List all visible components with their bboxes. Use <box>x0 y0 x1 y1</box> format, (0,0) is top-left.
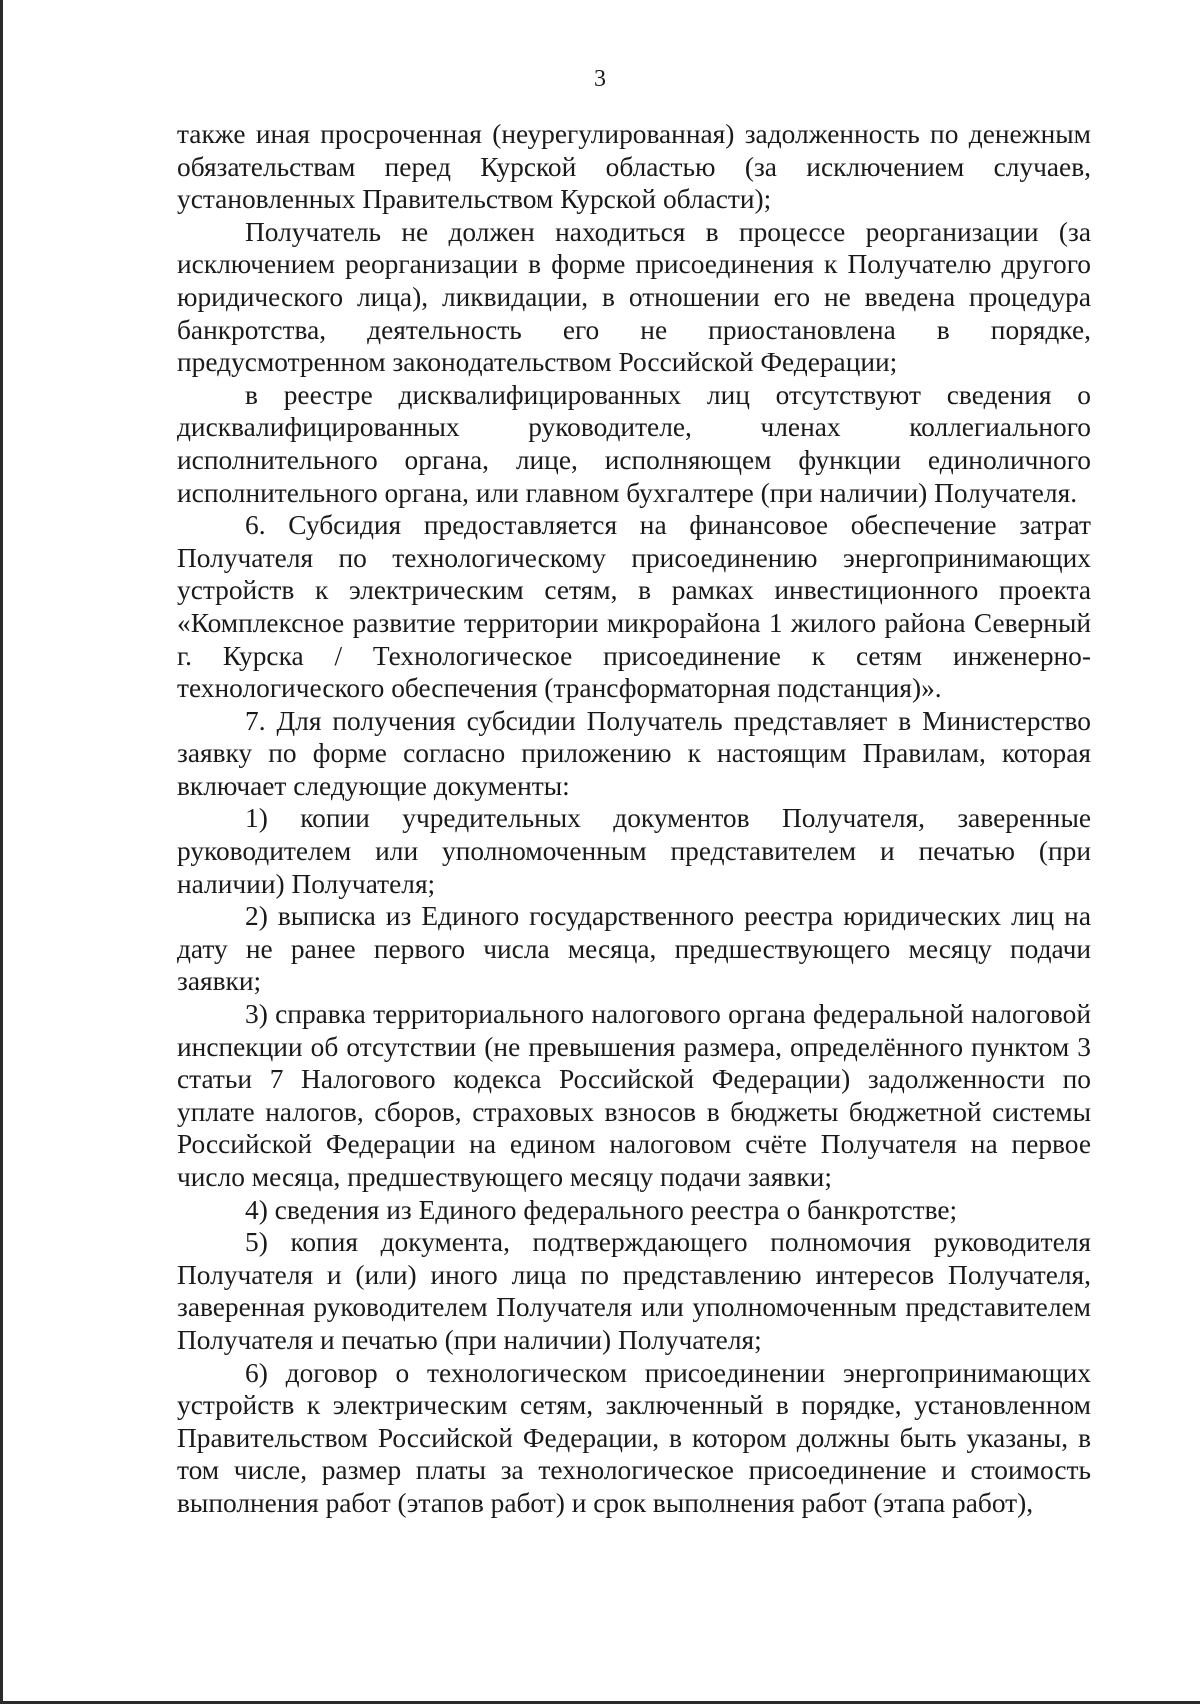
paragraph-doc-5: 5) копия документа, подтверждающего полномочия руководителя Получателя и (или) иного лица по представлению интересов Получателя, заверенная руководителем Получателя или уполномоченным представителем Получателя и печатью (при наличии) Получателя; <box>177 1227 1091 1355</box>
paragraph-doc-3: 3) справка территориального налогового органа федеральной налоговой инспекции об отсутствии (не превышения размера, определённого пунктом 3 статьи 7 Налогового кодекса Российской Федерации) задолженности по уплате налогов, сборов, страховых взносов в бюджеты бюджетной системы Российской Федерации на едином налоговом счёте Получателя на первое число месяца, предшествующего месяцу подачи заявки; <box>177 999 1091 1192</box>
document-body <box>177 118 1091 1520</box>
paragraph-item-7: 7. Для получения субсидии Получатель представляет в Министерство заявку по форме согласно приложению к настоящим Правилам, которая включает следующие документы: <box>177 705 1091 801</box>
paragraph-continuation: также иная просроченная (неурегулированная) задолженность по денежным обязательствам перед Курской областью (за исключением случаев, установленных Правительством Курской области); <box>177 119 1091 215</box>
paragraph-disqualified-registry: в реестре дисквалифицированных лиц отсутствуют сведения о дисквалифицированных руководителе, членах коллегиального исполнительного органа, лице, исполняющем функции единоличного исполнительного органа, или главном бухгалтере (при наличии) Получателя. <box>177 379 1091 508</box>
paragraph-reorganization: Получатель не должен находиться в процессе реорганизации (за исключением реорганизации в форме присоединения к Получателю другого юридического лица), ликвидации, в отношении его не введена процедура банкротства, деятельность его не приостановлена в порядке, предусмотренном законодательством Российской Федерации; <box>177 216 1091 378</box>
scan-left-edge <box>0 0 3 1704</box>
paragraph-doc-6: 6) договор о технологическом присоединении энергопринимающих устройств к электрическим сетям, заключенный в порядке, установленном Правительством Российской Федерации, в котором должны быть указаны, в том числе, размер платы за технологическое присоединение и стоимость выполнения работ (этапов работ) и срок выполнения работ (этапа работ), <box>177 1357 1091 1518</box>
page-number: 3 <box>594 66 606 92</box>
paragraph-doc-2: 2) выписка из Единого государственного реестра юридических лиц на дату не ранее первого числа месяца, предшествующего месяцу подачи заявки; <box>177 901 1091 997</box>
paragraph-item-6: 6. Субсидия предоставляется на финансовое обеспечение затрат Получателя по технологическому присоединению энергопринимающих устройств к электрическим сетям, в рамках инвестиционного проекта «Комплексное развитие территории микрорайона 1 жилого района Северный г. Курска / Технологическое присоединение к сетям инженерно-технологического обеспечения (трансформаторная подстанция)». <box>177 510 1091 704</box>
paragraph-doc-1: 1) копии учредительных документов Получателя, заверенные руководителем или уполномоченным представителем и печатью (при наличии) Получателя; <box>177 803 1091 899</box>
paragraph-doc-4: 4) сведения из Единого федерального реестра о банкротстве; <box>245 1194 958 1225</box>
